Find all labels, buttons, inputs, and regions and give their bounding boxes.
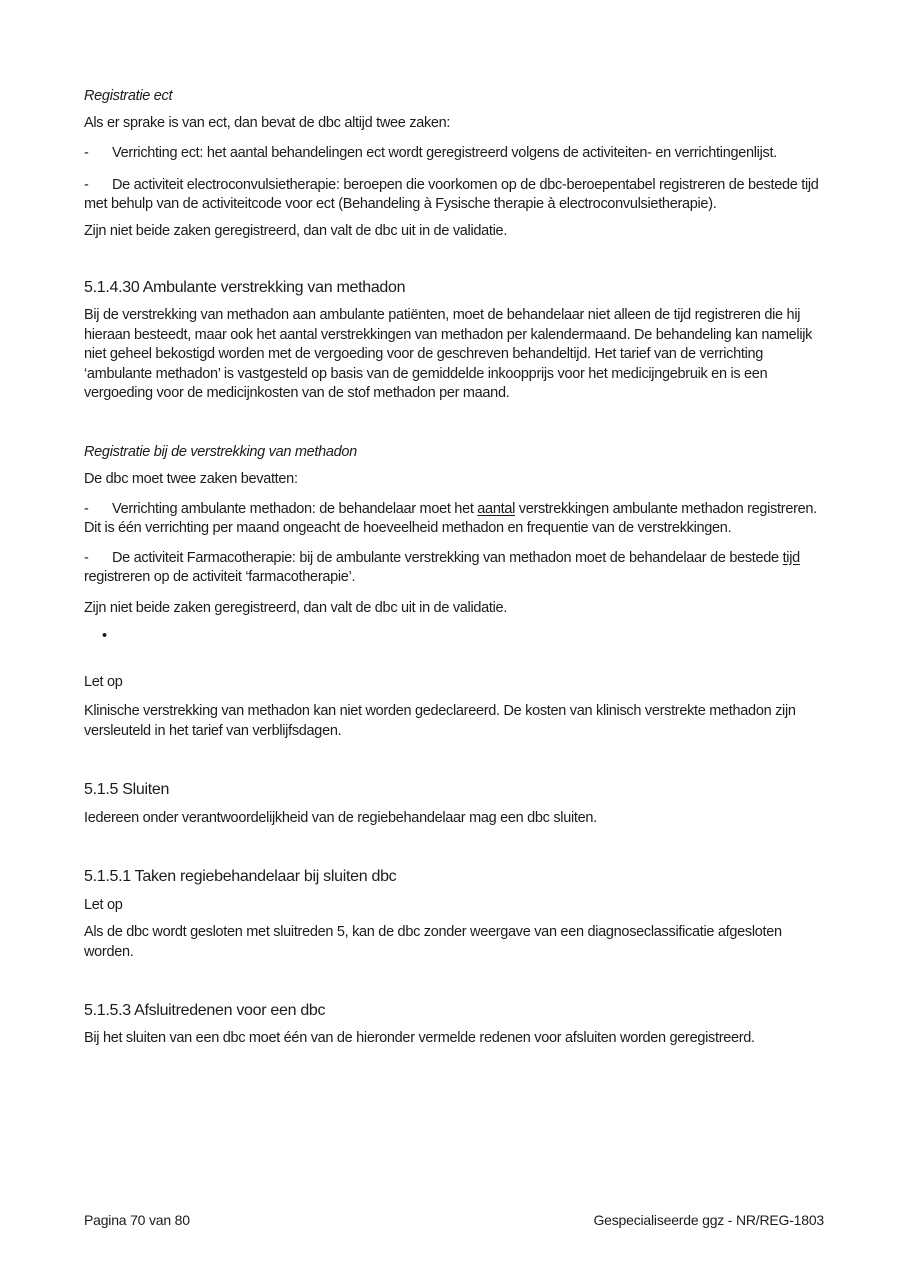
bullet-dash-marker: - xyxy=(84,500,89,517)
bullet-dash-marker: - xyxy=(84,176,89,193)
bullet-activiteit-farmacotherapie xyxy=(84,549,824,588)
bullet-text-pre: De activiteit Farmacotherapie: bij de ambulante verstrekking van methadon moet de behandelaar de bestede xyxy=(112,549,783,566)
paragraph-afsluitredenen-body: Bij het sluiten van een dbc moet één van de hieronder vermelde redenen voor afsluiten worden geregistreerd. xyxy=(84,1030,755,1046)
heading-5-1-5: 5.1.5 Sluiten xyxy=(84,781,170,798)
bullet-activiteit-ect xyxy=(84,176,824,215)
paragraph-methadon-registratie-closing: Zijn niet beide zaken geregistreerd, dan valt de dbc uit in de validatie. xyxy=(84,599,508,616)
footer-page-indicator: Pagina 70 van 80 xyxy=(84,1212,190,1228)
paragraph-ect-intro: Als er sprake is van ect, dan bevat de dbc altijd twee zaken: xyxy=(84,114,451,131)
footer-document-reference: Gespecialiseerde ggz - NR/REG-1803 xyxy=(593,1212,824,1228)
heading-5-1-5-1: 5.1.5.1 Taken regiebehandelaar bij sluiten dbc xyxy=(84,867,397,885)
paragraph-sluiten-body: Iedereen onder verantwoordelijkheid van de regiebehandelaar mag een dbc sluiten. xyxy=(84,810,597,826)
heading-5-1-5-3: 5.1.5.3 Afsluitredenen voor een dbc xyxy=(84,1002,326,1019)
bullet-text: De activiteit electroconvulsietherapie: beroepen die voorkomen op de dbc-beroepentabel registreren de bestede tijd met behulp van de activiteitcode voor ect (Behandeling à Fysische therapie à electroconvulsietherapie). xyxy=(84,176,819,212)
bullet-verrichting-ect xyxy=(84,144,824,164)
bullet-dash-marker: - xyxy=(84,145,89,161)
bullet-text-underlined: aantal xyxy=(477,500,516,517)
bullet-verrichting-ambulante-methadon xyxy=(84,500,824,539)
bullet-dash-marker: - xyxy=(84,549,89,566)
bullet-text-post: registreren op de activiteit ‘farmacotherapie’. xyxy=(84,569,356,585)
note-label-let-op-2: Let op xyxy=(84,896,123,913)
subheading-registratie-methadon: Registratie bij de verstrekking van methadon xyxy=(84,443,357,460)
bullet-text-underlined: tijd xyxy=(782,549,800,566)
heading-5-1-4-30: 5.1.4.30 Ambulante verstrekking van methadon xyxy=(84,279,406,296)
paragraph-taken-body: Als de dbc wordt gesloten met sluitreden 5, kan de dbc zonder weergave van een diagnoseclassificatie afgesloten worden. xyxy=(84,924,782,960)
paragraph-ect-closing: Zijn niet beide zaken geregistreerd, dan valt de dbc uit in de validatie. xyxy=(84,222,508,239)
page-footer xyxy=(84,1211,824,1231)
bullet-text-post: verstrekkingen ambulante methadon registreren. Dit is één verrichting per maand ongeacht de hoeveelheid methadon en frequentie van de verstrekkingen. xyxy=(84,500,817,536)
subheading-registratie-ect: Registratie ect xyxy=(84,88,173,104)
paragraph-note-body: Klinische verstrekking van methadon kan niet worden gedeclareerd. De kosten van klinisch verstrekte methadon zijn versleuteld in het tarief van verblijfsdagen. xyxy=(84,703,796,739)
paragraph-methadon-body: Bij de verstrekking van methadon aan ambulante patiënten, moet de behandelaar niet alleen de tijd registreren die hij hieraan besteedt, maar ook het aantal verstrekkingen van methadon per kalendermaand. De behandeling kan namelijk niet geheel bekostigd worden met de vergoeding voor de geschreven behandeltijd. Het tarief van de verrichting ‘ambulante methadon’ is vastgesteld op basis van de gemiddelde inkoopprijs voor het medicijngebruik en is een vergoeding voor de medicijnkosten van de stof methadon per maand. xyxy=(84,307,813,401)
note-label-let-op: Let op xyxy=(84,673,123,690)
bullet-text: Verrichting ect: het aantal behandelingen ect wordt geregistreerd volgens de activiteiten- en verrichtingenlijst. xyxy=(112,145,777,161)
bullet-text-pre: Verrichting ambulante methadon: de behandelaar moet het xyxy=(112,500,478,517)
paragraph-methadon-registratie-intro: De dbc moet twee zaken bevatten: xyxy=(84,471,298,487)
empty-bullet-item: • xyxy=(102,628,107,644)
